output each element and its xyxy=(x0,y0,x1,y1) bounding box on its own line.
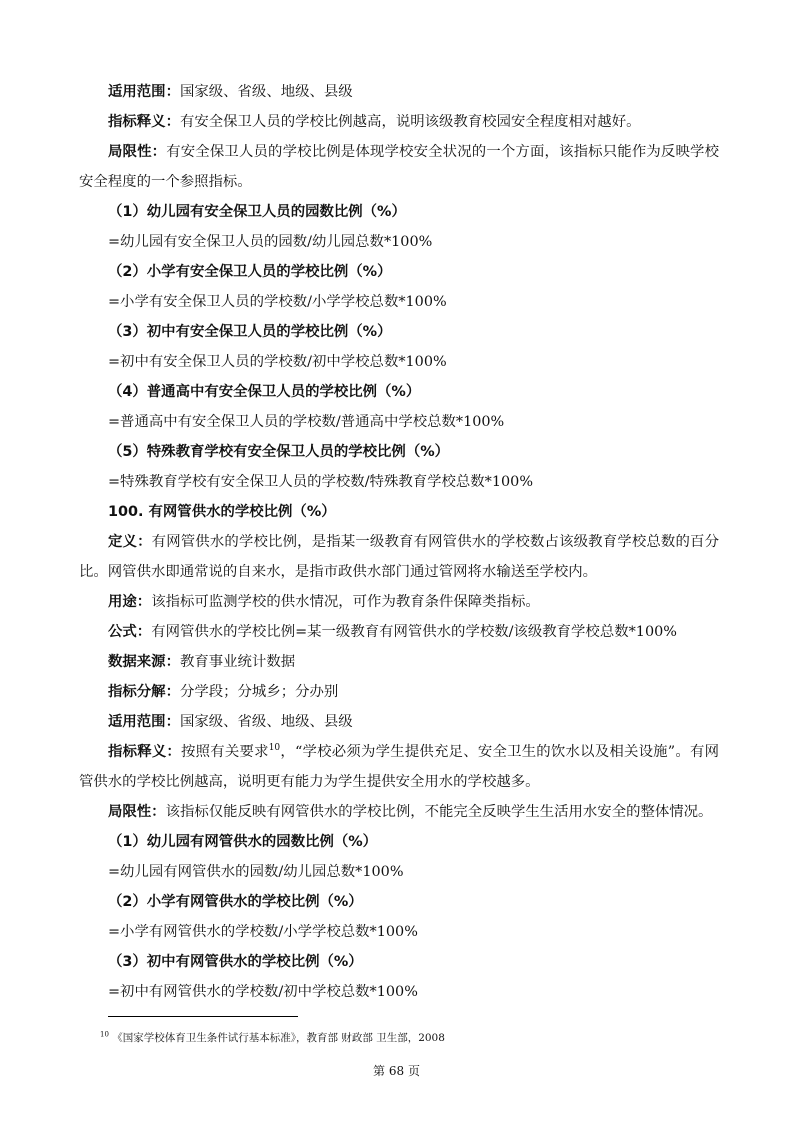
footnote xyxy=(100,1030,445,1046)
sub-indicator-title: （3）初中有网管供水的学校比例（%） xyxy=(108,954,363,970)
scope-paragraph xyxy=(79,77,719,107)
sub-indicator-formula: =初中有网管供水的学校数/初中学校总数*100% xyxy=(108,984,418,1000)
scope-paragraph xyxy=(79,707,719,737)
interpretation-paragraph xyxy=(79,737,719,797)
field-text: 教育事业统计数据 xyxy=(179,654,296,670)
field-label: 指标释义： xyxy=(108,744,182,760)
sub-indicator-formula: =初中有安全保卫人员的学校数/初中学校总数*100% xyxy=(108,354,447,370)
field-text: 分学段；分城乡；分办别 xyxy=(179,684,339,700)
field-text: 国家级、省级、地级、县级 xyxy=(179,714,353,730)
field-text: 有安全保卫人员的学校比例是体现学校安全状况的一个方面，该指标只能作为反映学校安全程度的一个参照指标。 xyxy=(79,144,719,190)
field-text: ，“学校必须为学生提供充足、安全卫生的饮水以及相关设施”。有网管供水的学校比例越高，说明更有能力为学生提供安全用水的学校越多。 xyxy=(79,744,719,790)
field-label: 指标释义： xyxy=(108,114,180,130)
footnote-number: 10 xyxy=(100,1030,109,1039)
definition-paragraph xyxy=(79,527,719,587)
usage-paragraph xyxy=(79,587,719,617)
sub-indicator-title: （1）幼儿园有安全保卫人员的园数比例（%） xyxy=(108,204,406,220)
limitation-paragraph xyxy=(79,797,719,827)
field-label: 公式： xyxy=(108,624,152,640)
sub-indicator-title: （3）初中有安全保卫人员的学校比例（%） xyxy=(108,324,392,340)
sub-indicator-formula: =普通高中有安全保卫人员的学校数/普通高中学校总数*100% xyxy=(108,414,505,430)
field-label: 局限性： xyxy=(108,144,167,160)
formula-paragraph xyxy=(79,617,719,647)
field-label: 用途： xyxy=(108,594,152,610)
field-text: 按照有关要求 xyxy=(181,744,269,760)
page-body xyxy=(79,77,719,1007)
field-text: 有安全保卫人员的学校比例越高，说明该级教育校园安全程度相对越好。 xyxy=(179,114,641,130)
field-label: 指标分解： xyxy=(108,684,180,700)
sub-indicator-title: （4）普通高中有安全保卫人员的学校比例（%） xyxy=(108,384,421,400)
field-text: 国家级、省级、地级、县级 xyxy=(179,84,353,100)
page-number: 第 68 页 xyxy=(373,1064,420,1078)
footnote-divider xyxy=(108,1016,298,1017)
sub-indicator-title: （1）幼儿园有网管供水的园数比例（%） xyxy=(108,834,378,850)
field-text: 有网管供水的学校比例，是指某一级教育有网管供水的学校数占该级教育学校总数的百分比。网管供水即通常说的自来水，是指市政供水部门通过管网将水输送至学校内。 xyxy=(79,534,719,580)
footnote-text: 《国家学校体育卫生条件试行基本标准》，教育部 财政部 卫生部，2008 xyxy=(112,1032,445,1044)
field-label: 局限性： xyxy=(108,804,166,820)
sub-indicator-title: （2）小学有安全保卫人员的学校比例（%） xyxy=(108,264,392,280)
sub-indicator-formula: =小学有网管供水的学校数/小学学校总数*100% xyxy=(108,924,418,940)
sub-indicator-formula: =小学有安全保卫人员的学校数/小学学校总数*100% xyxy=(108,294,447,310)
field-text: 有网管供水的学校比例=某一级教育有网管供水的学校数/该级教育学校总数*100% xyxy=(151,624,677,640)
field-label: 数据来源： xyxy=(108,654,180,670)
data-source-paragraph xyxy=(79,647,719,677)
field-text: 该指标可监测学校的供水情况，可作为教育条件保障类指标。 xyxy=(151,594,540,610)
footnote-ref[interactable]: 10 xyxy=(268,743,281,754)
section-heading: 100. 有网管供水的学校比例（%） xyxy=(108,504,336,520)
breakdown-paragraph xyxy=(79,677,719,707)
field-text: 该指标仅能反映有网管供水的学校比例，不能完全反映学生生活用水安全的整体情况。 xyxy=(165,804,713,820)
field-label: 适用范围： xyxy=(108,84,180,100)
sub-indicator-title: （5）特殊教育学校有安全保卫人员的学校比例（%） xyxy=(108,444,450,460)
limitation-paragraph xyxy=(79,137,719,197)
sub-indicator-formula: =幼儿园有网管供水的园数/幼儿园总数*100% xyxy=(108,864,404,880)
sub-indicator-formula: =特殊教育学校有安全保卫人员的学校数/特殊教育学校总数*100% xyxy=(108,474,534,490)
field-label: 适用范围： xyxy=(108,714,180,730)
sub-indicator-title: （2）小学有网管供水的学校比例（%） xyxy=(108,894,363,910)
field-label: 定义： xyxy=(108,534,152,550)
sub-indicator-formula: =幼儿园有安全保卫人员的园数/幼儿园总数*100% xyxy=(108,234,433,250)
interpretation-paragraph xyxy=(79,107,719,137)
